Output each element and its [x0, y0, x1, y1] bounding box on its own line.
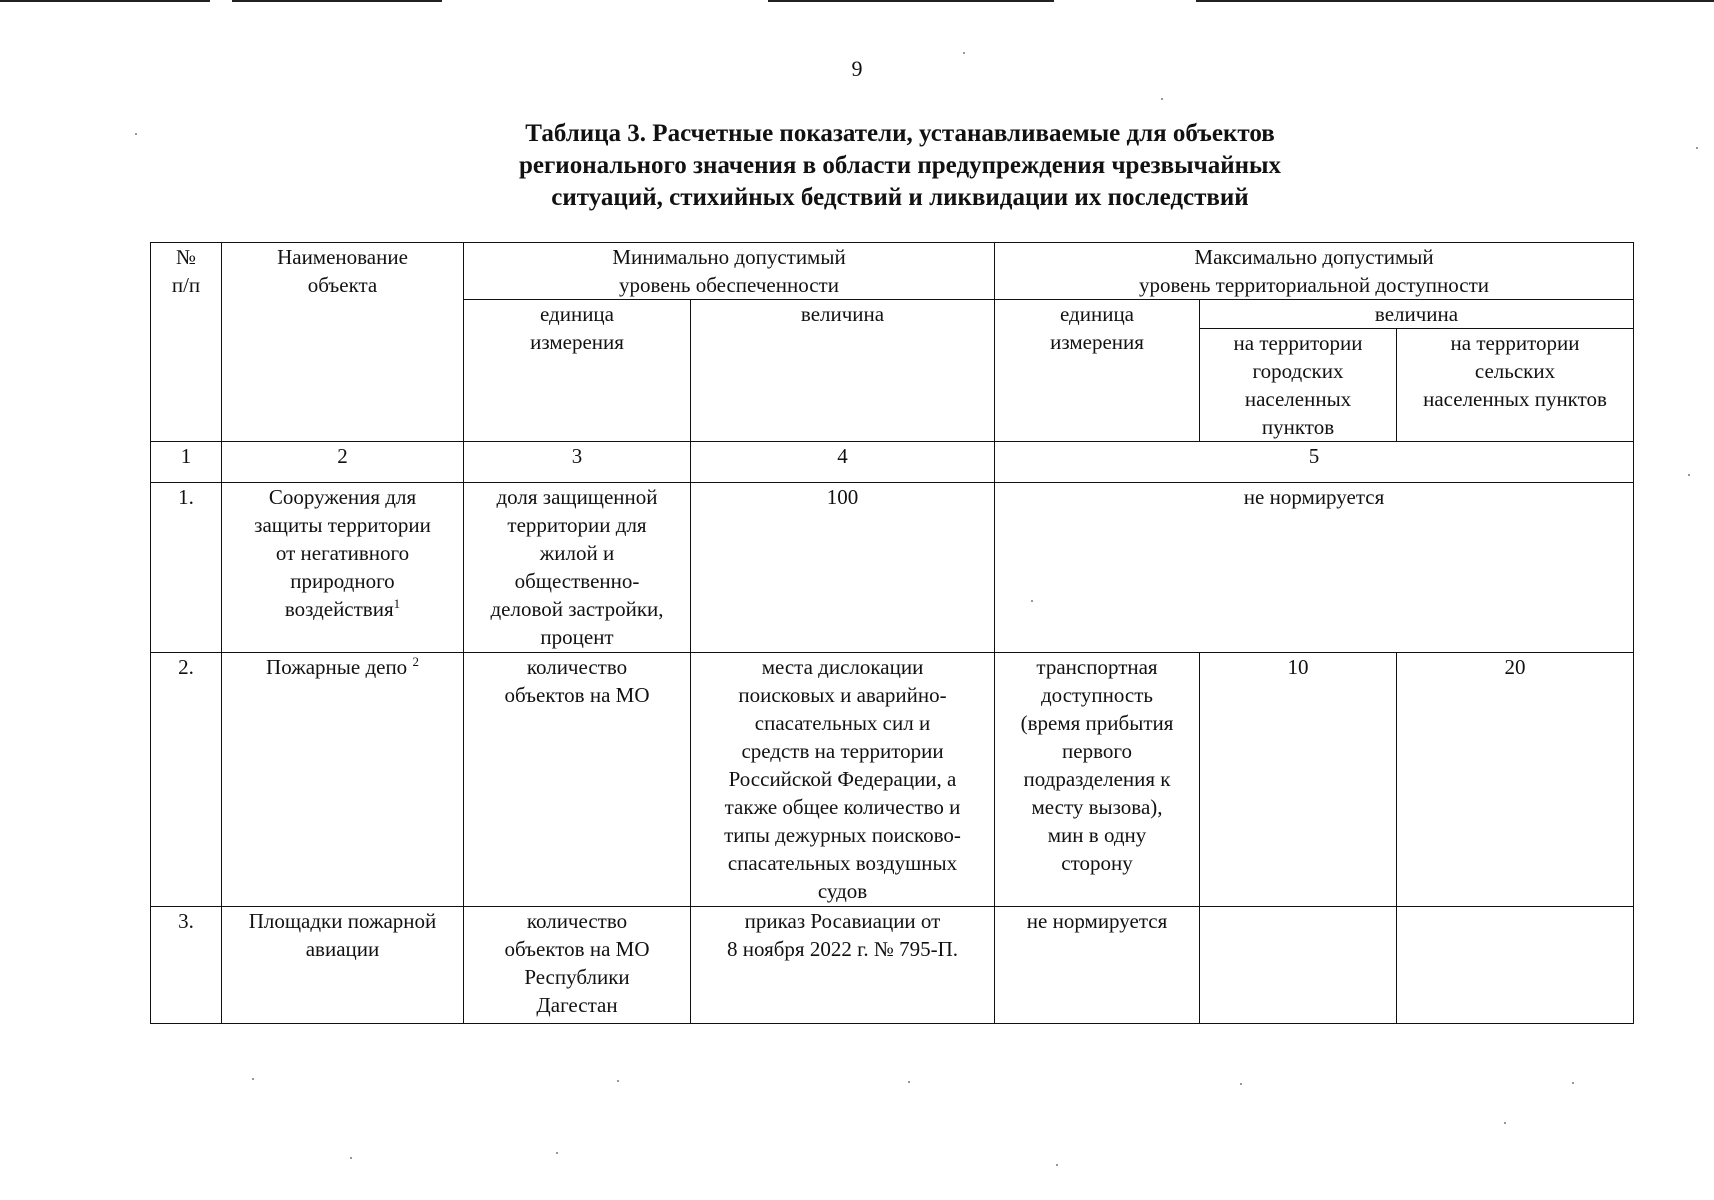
scan-speck — [1504, 1122, 1506, 1124]
scan-speck — [1161, 98, 1163, 100]
row-value-min: места дислокации поисковых и аварийно- спасательных сил и средств на территории Российской Федерации, а также общее количество и типы дежурных поисково- спасательных воздушных судов — [691, 653, 995, 907]
scan-speck — [556, 1152, 558, 1154]
scan-edge-mark — [768, 0, 1054, 2]
row-urban-value: 10 — [1200, 653, 1397, 907]
row-unit-max: транспортная доступность (время прибытия первого подразделения к месту вызова), мин в одну сторону — [995, 653, 1200, 907]
page-number: 9 — [851, 56, 863, 81]
header-urban: на территории городских населенных пунктов — [1200, 329, 1397, 442]
column-number: 1 — [151, 442, 222, 483]
row-urban-value — [1200, 907, 1397, 1024]
scan-edge-mark — [232, 0, 442, 2]
scan-speck — [1031, 600, 1033, 602]
title-line: Таблица 3. Расчетные показатели, устанавливаемые для объектов — [525, 120, 1275, 147]
scan-edge-mark — [0, 0, 210, 2]
title-line: ситуаций, стихийных бедствий и ликвидации их последствий — [551, 184, 1249, 211]
table-row — [151, 653, 1634, 907]
row-max-merged: не нормируется — [995, 483, 1634, 653]
row-unit-min: количество объектов на МО — [464, 653, 691, 907]
scan-speck — [350, 1157, 352, 1159]
title-line: регионального значения в области предупреждения чрезвычайных — [518, 152, 1282, 179]
row-unit-max: не нормируется — [995, 907, 1200, 1024]
scan-speck — [1572, 1082, 1574, 1084]
column-number: 2 — [222, 442, 464, 483]
scan-speck — [1688, 474, 1690, 476]
header-value-max: величина — [1200, 300, 1634, 329]
header-unit-min: единица измерения — [464, 300, 691, 442]
column-number-row — [151, 442, 1634, 483]
row-object-name: Сооружения для защиты территории от негативного природного воздействия$^1$ — [222, 483, 464, 653]
row-value-min: приказ Росавиации от 8 ноября 2022 г. № 795-П. — [691, 907, 995, 1024]
footnote-mark: 2 — [412, 654, 419, 669]
header-value-min: величина — [691, 300, 995, 442]
row-rural-value: 20 — [1397, 653, 1634, 907]
table-row — [151, 483, 1634, 653]
scan-speck — [963, 52, 965, 54]
header-rural: на территории сельских населенных пунктов — [1397, 329, 1634, 442]
row-unit-min: количество объектов на МО Республики Дагестан — [464, 907, 691, 1024]
scan-speck — [908, 1081, 910, 1083]
scan-speck — [1240, 1083, 1242, 1085]
scan-edge-mark — [1196, 0, 1714, 2]
header-num: № п/п — [151, 243, 222, 442]
row-object-name: Площадки пожарной авиации — [222, 907, 464, 1024]
scan-speck — [135, 133, 137, 135]
header-unit-max: единица измерения — [995, 300, 1200, 442]
row-rural-value — [1397, 907, 1634, 1024]
column-number: 4 — [691, 442, 995, 483]
scan-speck — [1056, 1164, 1058, 1166]
scan-speck — [617, 1080, 619, 1082]
column-number: 5 — [995, 442, 1634, 483]
header-object-name: Наименование объекта — [222, 243, 464, 442]
scan-speck — [1696, 147, 1698, 149]
row-unit-min: доля защищенной территории для жилой и общественно- деловой застройки, процент — [464, 483, 691, 653]
table-row — [151, 907, 1634, 1024]
column-number: 3 — [464, 442, 691, 483]
header-row — [151, 243, 1634, 300]
header-min-level: Минимально допустимый уровень обеспеченности — [464, 243, 995, 300]
header-max-level: Максимально допустимый уровень территориальной доступности — [995, 243, 1634, 300]
indicators-table — [150, 242, 1634, 1024]
row-num: 3. — [151, 907, 222, 1024]
scan-speck — [252, 1078, 254, 1080]
row-num: 1. — [151, 483, 222, 653]
footnote-mark: 1 — [393, 596, 401, 611]
table-title — [440, 118, 1360, 214]
row-num: 2. — [151, 653, 222, 907]
row-object-name: Пожарные депо $^2$ — [222, 653, 464, 907]
row-value-min: 100 — [691, 483, 995, 653]
